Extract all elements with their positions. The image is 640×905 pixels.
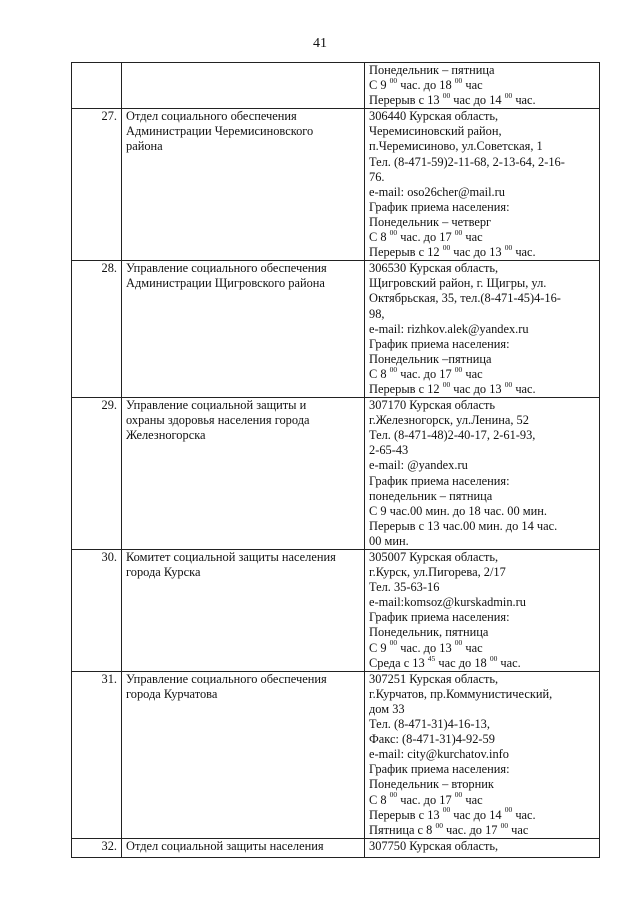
contact-info-line: 306440 Курская область, — [369, 109, 499, 124]
contact-info-line: 307170 Курская область — [369, 398, 496, 413]
contact-info-line: Октябрьская, 35, тел.(8-471-45)4-16- — [369, 291, 561, 306]
office-name-cell — [122, 261, 365, 398]
contact-info-line: Тел. (8-471-59)2-11-68, 2-13-64, 2-16- — [369, 154, 565, 169]
office-name-line: Администрации Щигровского района — [126, 276, 325, 291]
row-number-cell: 29. — [72, 398, 122, 550]
contact-info-line: Понедельник – пятница — [369, 63, 495, 77]
row-number-cell: 27. — [72, 109, 122, 261]
contact-info-line: г.Курск, ул.Пигорева, 2/17 — [369, 565, 506, 580]
contact-info-line: e-mail: oso26cher@mail.ru — [369, 184, 505, 199]
contact-info-line: г.Курчатов, пр.Коммунистический, — [369, 686, 553, 701]
contact-info-line: Перерыв с 13 час.00 мин. до 14 час. — [369, 518, 558, 533]
office-name-cell — [122, 109, 365, 261]
office-name-line: города Курчатова — [126, 686, 218, 701]
office-name-line: Управление социальной защиты и — [126, 398, 307, 413]
contact-info-line: e-mail: @yandex.ru — [369, 458, 468, 473]
office-name-cell — [122, 671, 365, 838]
table-row — [72, 550, 600, 672]
contact-info-line: Перерыв с 12 $^{00}$ час до 13 $^{00}$ час. — [369, 243, 536, 260]
contact-info-line: Факс: (8-471-31)4-92-59 — [369, 732, 495, 747]
row-number-cell: 32. — [72, 838, 122, 857]
row-number-cell: 31. — [72, 671, 122, 838]
table-row — [72, 109, 600, 261]
contact-info-line: Тел. 35-63-16 — [369, 580, 440, 595]
contact-info-line: Пятница с 8 $^{00}$ час. до 17 $^{00}$ час — [369, 820, 529, 837]
contact-info-line: e-mail:komsoz@kurskadmin.ru — [369, 595, 526, 610]
contact-info-line: Понедельник – четверг — [369, 214, 492, 229]
contact-info-line: С 8 $^{00}$ час. до 17 $^{00}$ час — [369, 227, 483, 245]
contact-info-line: С 9 час.00 мин. до 18 час. 00 мин. — [369, 503, 547, 518]
contact-info-cell — [365, 261, 600, 398]
contact-info-line: 307750 Курская область, — [369, 838, 499, 853]
contact-info-cell — [365, 550, 600, 672]
table-row — [72, 261, 600, 398]
office-name-line: Комитет социальной защиты населения — [126, 550, 336, 564]
contact-info-line: Перерыв с 12 $^{00}$ час до 13 $^{00}$ час. — [369, 379, 536, 396]
contact-info-line: 306530 Курская область, — [369, 261, 499, 276]
contact-info-line: 76. — [369, 169, 385, 184]
contact-info-line: e-mail: rizhkov.alek@yandex.ru — [369, 321, 529, 336]
contact-info-line: г.Железногорск, ул.Ленина, 52 — [369, 413, 529, 428]
contact-info-line: График приема населения: — [369, 336, 510, 351]
contact-info-line: e-mail: city@kurchatov.info — [369, 747, 509, 762]
contact-info-line: Тел. (8-471-48)2-40-17, 2-61-93, — [369, 428, 536, 443]
office-name-cell — [122, 63, 365, 109]
contact-info-cell — [365, 109, 600, 261]
contact-info-line: Черемисиновский район, — [369, 124, 502, 139]
contact-info-line: 305007 Курская область, — [369, 550, 499, 564]
office-name-line: Администрации Черемисиновского — [126, 124, 314, 139]
contact-info-line: 98, — [369, 306, 385, 321]
offices-table — [71, 62, 600, 858]
contact-info-line: Щигровский район, г. Щигры, ул. — [369, 276, 547, 291]
contact-info-line: С 8 $^{00}$ час. до 17 $^{00}$ час — [369, 364, 483, 381]
contact-info-line: Понедельник, пятница — [369, 625, 489, 640]
office-name-line: Отдел социальной защиты населения — [126, 838, 324, 853]
contact-info-line: Перерыв с 13 $^{00}$ час до 14 $^{00}$ час. — [369, 805, 536, 822]
contact-info-line: Понедельник – вторник — [369, 777, 494, 792]
office-name-line: Управление социального обеспечения — [126, 261, 327, 276]
table-row — [72, 838, 600, 857]
row-number-cell: 30. — [72, 550, 122, 672]
contact-info-line: п.Черемисиново, ул.Советская, 1 — [369, 139, 543, 154]
contact-info-line: График приема населения: — [369, 199, 510, 214]
offices-table-body — [72, 63, 600, 858]
contact-info-cell — [365, 398, 600, 550]
contact-info-cell — [365, 838, 600, 857]
contact-info-line: График приема населения: — [369, 762, 510, 777]
page-number: 41 — [313, 36, 327, 51]
contact-info-line: С 9 $^{00}$ час. до 18 $^{00}$ час — [369, 75, 483, 93]
contact-info-line: 00 мин. — [369, 533, 409, 548]
office-name-line: Управление социального обеспечения — [126, 671, 327, 686]
table-row — [72, 398, 600, 550]
table-row — [72, 671, 600, 838]
office-name-line: Отдел социального обеспечения — [126, 109, 297, 124]
contact-info-cell — [365, 671, 600, 838]
contact-info-line: Тел. (8-471-31)4-16-13, — [369, 717, 490, 732]
contact-info-line: График приема населения: — [369, 610, 510, 625]
office-name-line: города Курска — [126, 565, 201, 580]
office-name-line: района — [126, 139, 163, 154]
row-number-cell — [72, 63, 122, 109]
table-row — [72, 63, 600, 109]
contact-info-line: С 9 $^{00}$ час. до 13 $^{00}$ час — [369, 638, 483, 655]
contact-info-line: 2-65-43 — [369, 443, 409, 458]
contact-info-cell — [365, 63, 600, 109]
contact-info-line: Среда с 13 $^{45}$ час до 18 $^{00}$ час. — [369, 653, 521, 670]
office-name-cell — [122, 838, 365, 857]
contact-info-line: График приема населения: — [369, 473, 510, 488]
contact-info-line: 307251 Курская область, — [369, 671, 499, 686]
contact-info-line: С 8 $^{00}$ час. до 17 $^{00}$ час — [369, 790, 483, 807]
office-name-line: охраны здоровья населения города — [126, 413, 310, 428]
office-name-cell — [122, 550, 365, 672]
contact-info-line: дом 33 — [369, 701, 405, 716]
office-name-cell — [122, 398, 365, 550]
contact-info-line: Перерыв с 13 $^{00}$ час до 14 $^{00}$ час. — [369, 91, 536, 108]
contact-info-line: Понедельник –пятница — [369, 351, 492, 366]
office-name-line: Железногорска — [126, 428, 206, 443]
row-number-cell: 28. — [72, 261, 122, 398]
contact-info-line: понедельник – пятница — [369, 488, 493, 503]
